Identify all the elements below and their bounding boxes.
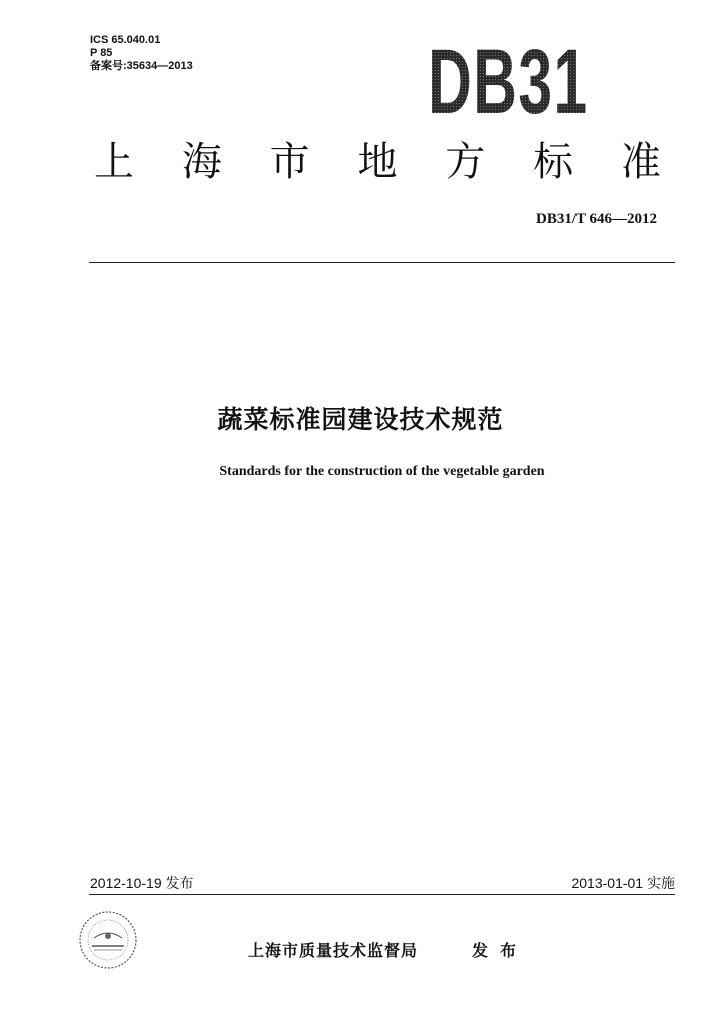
title-char: 市 [269, 139, 310, 185]
standard-type-title [90, 138, 665, 186]
issue-date: 2012-10-19 发布 [90, 875, 194, 891]
official-seal-icon [76, 908, 140, 972]
db31-logo [428, 31, 636, 133]
logo-texture [428, 31, 636, 133]
ics-code: ICS 65.040.01 [90, 34, 161, 46]
footer-divider [89, 894, 675, 895]
header-divider [89, 262, 675, 263]
standard-number: DB31/T 646—2012 [536, 211, 657, 227]
document-title-cn: 蔬菜标准园建设技术规范 [217, 405, 504, 434]
title-char: 上 [94, 139, 134, 185]
title-char: 标 [533, 139, 574, 185]
record-number: 备案号:35634—2013 [90, 60, 193, 72]
db31-logo-text: DB31 [428, 31, 589, 133]
title-char: 海 [181, 139, 222, 185]
classification-code: P 85 [90, 47, 113, 59]
document-title-en: Standards for the construction of the vegetable garden [219, 464, 545, 479]
title-char: 准 [620, 139, 661, 185]
implementation-date: 2013-01-01 实施 [571, 875, 675, 891]
title-char: 方 [445, 139, 486, 185]
publish-label: 发布 [472, 941, 529, 960]
publisher-name: 上海市质量技术监督局 [248, 941, 419, 960]
title-char: 地 [357, 139, 398, 185]
